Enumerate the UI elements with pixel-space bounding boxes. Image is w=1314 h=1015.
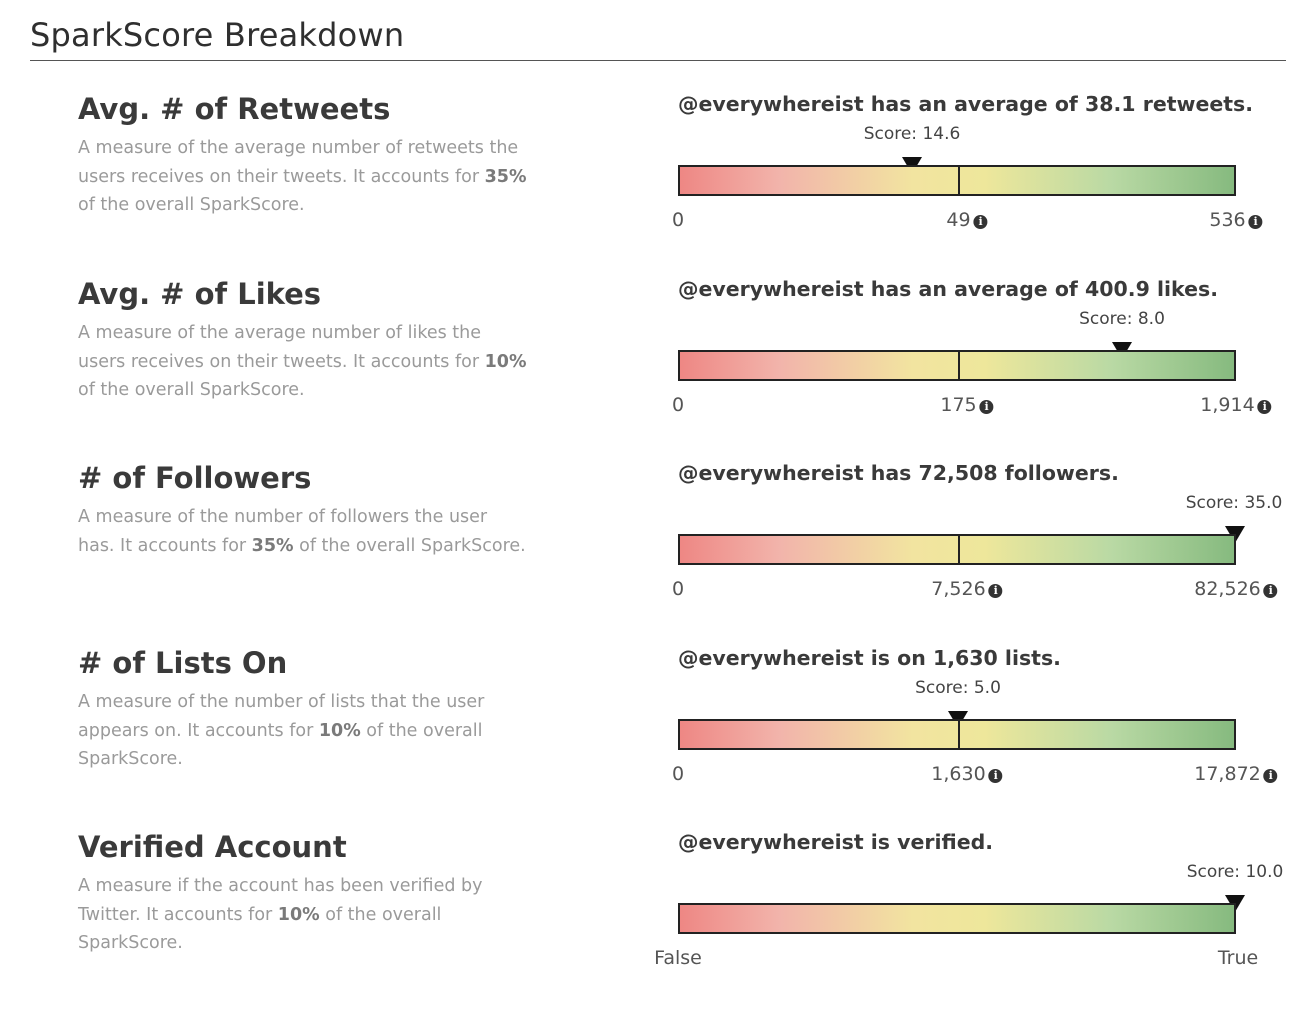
page-title: SparkScore Breakdown: [30, 16, 405, 54]
metric-stat: @everywhereist is on 1,630 lists.: [678, 646, 1061, 670]
info-circle-icon[interactable]: i: [989, 769, 1003, 783]
info-circle-icon[interactable]: i: [980, 400, 994, 414]
weight-percent: 10%: [277, 904, 320, 925]
score-gradient-bar: [678, 719, 1236, 750]
metric-stat: @everywhereist has an average of 400.9 likes.: [678, 277, 1218, 301]
info-circle-icon[interactable]: i: [1249, 215, 1263, 229]
axis-mid-label[interactable]: 1,630 i: [931, 763, 1002, 785]
info-circle-icon[interactable]: i: [974, 215, 988, 229]
metric-stat: @everywhereist has 72,508 followers.: [678, 461, 1119, 485]
axis-min-label: 0: [671, 394, 685, 416]
metric-stat: @everywhereist has an average of 38.1 retweets.: [678, 92, 1254, 116]
median-tick: [958, 350, 960, 381]
score-label: Score: 5.0: [915, 678, 1001, 698]
score-label: Score: 14.6: [863, 124, 961, 144]
axis-min-label: 0: [671, 578, 685, 600]
metric-description: A measure if the account has been verified by Twitter. It accounts for 10% of the overall SparkScore.: [78, 876, 483, 953]
metric-title: Avg. # of Likes: [78, 277, 322, 311]
score-label: Score: 10.0: [1186, 862, 1284, 882]
metric-section-verified: [0, 830, 1314, 1015]
metric-title: # of Followers: [78, 461, 312, 495]
axis-max-label: True: [1217, 947, 1259, 969]
title-divider: [30, 60, 1286, 61]
info-circle-icon[interactable]: i: [1258, 400, 1272, 414]
score-gradient-bar: [678, 534, 1236, 565]
metric-description: A measure of the average number of likes the users receives on their tweets. It accounts for 10% of the overall SparkScore.: [78, 323, 527, 400]
metric-title: Verified Account: [78, 830, 347, 864]
metric-stat: @everywhereist is verified.: [678, 830, 994, 854]
axis-min-label: 0: [671, 763, 685, 785]
axis-min-label: 0: [671, 209, 685, 231]
axis-mid-label[interactable]: 175 i: [940, 394, 993, 416]
metric-section-retweets: [0, 92, 1314, 277]
score-gradient-bar: [678, 903, 1236, 934]
weight-percent: 35%: [251, 535, 294, 556]
metric-description: A measure of the average number of retweets the users receives on their tweets. It accounts for 35% of the overall SparkScore.: [78, 138, 527, 215]
score-gradient-bar: [678, 350, 1236, 381]
metric-section-lists: [0, 646, 1314, 831]
weight-percent: 35%: [484, 166, 527, 187]
median-tick: [958, 165, 960, 196]
axis-mid-label[interactable]: 7,526 i: [931, 578, 1002, 600]
weight-percent: 10%: [484, 351, 527, 372]
axis-max-label[interactable]: 17,872 i: [1194, 763, 1277, 785]
score-label: Score: 8.0: [1079, 309, 1165, 329]
metric-section-followers: [0, 461, 1314, 646]
weight-percent: 10%: [318, 720, 361, 741]
median-tick: [958, 719, 960, 750]
axis-mid-label[interactable]: 49 i: [946, 209, 987, 231]
metric-title: # of Lists On: [78, 646, 288, 680]
metric-title: Avg. # of Retweets: [78, 92, 391, 126]
score-label: Score: 35.0: [1185, 493, 1283, 513]
metric-section-likes: [0, 277, 1314, 462]
axis-max-label[interactable]: 82,526 i: [1194, 578, 1277, 600]
axis-min-label: False: [654, 947, 702, 969]
axis-max-label[interactable]: 1,914 i: [1200, 394, 1271, 416]
info-circle-icon[interactable]: i: [989, 584, 1003, 598]
median-tick: [958, 534, 960, 565]
metric-description: A measure of the number of lists that the user appears on. It accounts for 10% of the overall SparkScore.: [78, 692, 485, 769]
metric-description: A measure of the number of followers the user has. It accounts for 35% of the overall SparkScore.: [78, 507, 526, 556]
info-circle-icon[interactable]: i: [1264, 769, 1278, 783]
score-gradient-bar: [678, 165, 1236, 196]
axis-max-label[interactable]: 536 i: [1209, 209, 1262, 231]
info-circle-icon[interactable]: i: [1264, 584, 1278, 598]
